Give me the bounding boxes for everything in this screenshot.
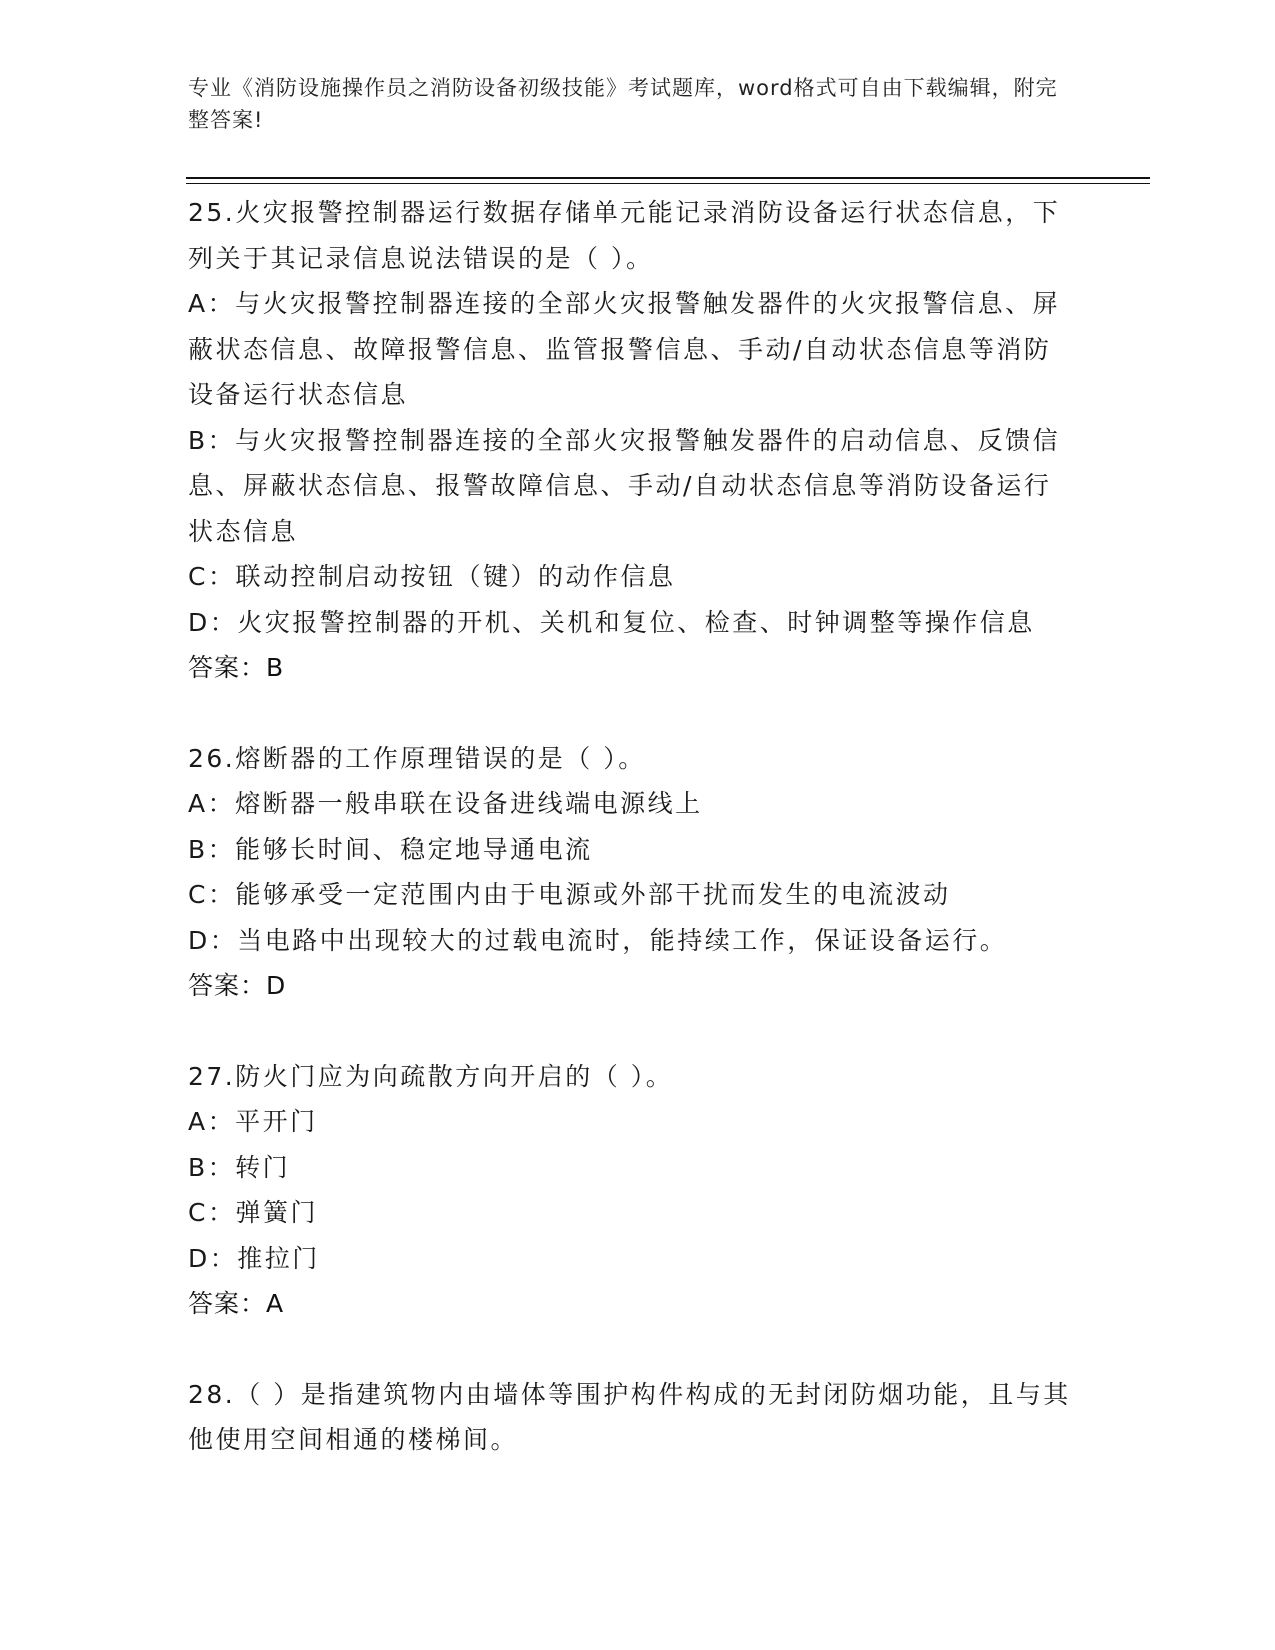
document-header: 专业《消防设施操作员之消防设备初级技能》考试题库，word格式可自由下载编辑，附完整答案! xyxy=(188,76,1058,132)
question-stem: 27.防火门应为向疏散方向开启的（ ）。 xyxy=(188,1061,674,1091)
option-a: A：熔断器一般串联在设备进线端电源线上 xyxy=(188,789,703,818)
option-c: C：弹簧门 xyxy=(188,1198,318,1227)
answer: 答案：A xyxy=(188,1289,285,1318)
question-25 xyxy=(188,190,1078,691)
question-27 xyxy=(188,1054,1078,1327)
header-divider-thick xyxy=(186,177,1150,179)
question-stem: 25.火灾报警控制器运行数据存储单元能记录消防设备运行状态信息，下列关于其记录信息说法错误的是（ ）。 xyxy=(188,198,1061,273)
answer: 答案：B xyxy=(188,653,285,682)
option-a: A：平开门 xyxy=(188,1107,318,1136)
header-divider-thin xyxy=(186,183,1150,184)
option-d: D：推拉门 xyxy=(188,1243,320,1273)
spacer xyxy=(188,1009,1078,1054)
spacer xyxy=(188,691,1078,736)
question-stem: 28.（ ）是指建筑物内由墙体等围护构件构成的无封闭防烟功能，且与其他使用空间相通的楼梯间。 xyxy=(188,1379,1071,1454)
option-c: C：联动控制启动按钮（键）的动作信息 xyxy=(188,562,676,591)
option-b: B：转门 xyxy=(188,1152,291,1182)
option-b: B：与火灾报警控制器连接的全部火灾报警触发器件的启动信息、反馈信息、屏蔽状态信息、报警故障信息、手动/自动状态信息等消防设备运行状态信息 xyxy=(188,425,1061,546)
question-26 xyxy=(188,736,1078,1009)
spacer xyxy=(188,1327,1078,1372)
question-stem: 26.熔断器的工作原理错误的是（ ）。 xyxy=(188,743,646,773)
option-a: A：与火灾报警控制器连接的全部火灾报警触发器件的火灾报警信息、屏蔽状态信息、故障报警信息、监管报警信息、手动/自动状态信息等消防设备运行状态信息 xyxy=(188,289,1061,409)
answer: 答案：D xyxy=(188,971,287,1000)
option-d: D：当电路中出现较大的过载电流时，能持续工作，保证设备运行。 xyxy=(188,925,1008,955)
option-b: B：能够长时间、稳定地导通电流 xyxy=(188,834,593,864)
question-list xyxy=(188,190,1078,1463)
option-d: D：火灾报警控制器的开机、关机和复位、检查、时钟调整等操作信息 xyxy=(188,607,1035,637)
question-28 xyxy=(188,1372,1078,1463)
option-c: C：能够承受一定范围内由于电源或外部干扰而发生的电流波动 xyxy=(188,880,951,909)
